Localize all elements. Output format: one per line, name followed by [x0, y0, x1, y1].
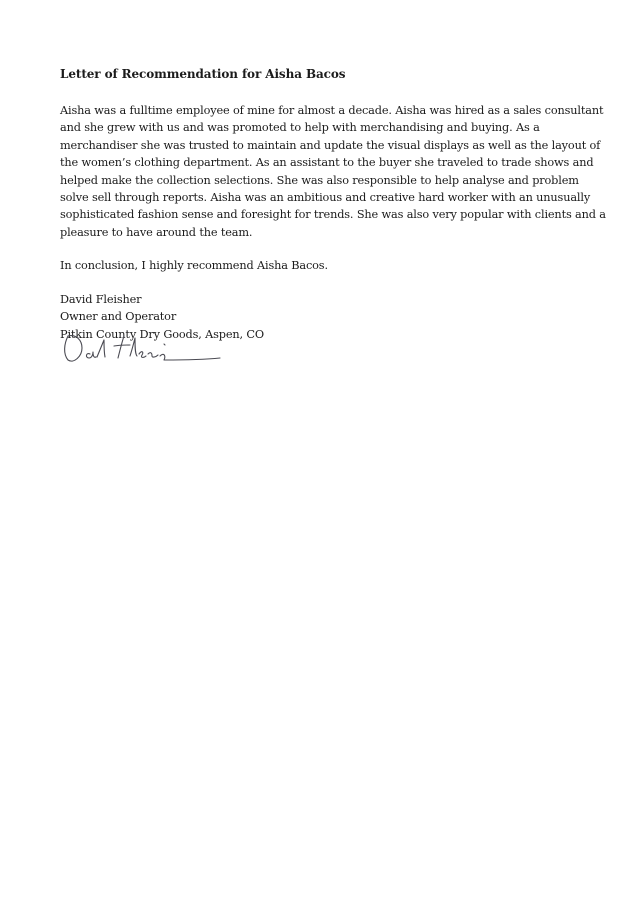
paragraph-line: merchandiser she was trusted to maintain and update the visual displays as well as the layout of	[60, 138, 601, 152]
conclusion-line: In conclusion, I highly recommend Aisha Bacos.	[60, 259, 328, 273]
signature-icon	[60, 330, 230, 366]
paragraph-line: Aisha was a fulltime employee of mine for almost a decade. Aisha was hired as a sales consultant	[60, 104, 604, 117]
paragraph-line: pleasure to have around the team.	[60, 225, 253, 239]
paragraph-line: and she grew with us and was promoted to help with merchandising and buying. As a	[60, 121, 540, 135]
letter-title: Letter of Recommendation for Aisha Bacos	[60, 67, 346, 81]
sender-role: Owner and Operator	[60, 310, 177, 324]
letter-body	[60, 66, 606, 343]
sender-company: Pitkin County Dry Goods, Aspen, CO	[60, 327, 264, 341]
paragraph-line: solve sell through reports. Aisha was an ambitious and creative hard worker with an unusually	[60, 191, 591, 205]
sender-name: David Fleisher	[60, 292, 142, 306]
paragraph-line: helped make the collection selections. She was also responsible to help analyse and problem	[60, 173, 579, 187]
handwritten-signature	[60, 330, 230, 366]
main-paragraph	[60, 102, 606, 241]
paragraph-line: the women’s clothing department. As an assistant to the buyer she traveled to trade shows and	[60, 156, 594, 170]
paragraph-line: sophisticated fashion sense and foresight for trends. She was also very popular with clients and a	[60, 208, 606, 222]
